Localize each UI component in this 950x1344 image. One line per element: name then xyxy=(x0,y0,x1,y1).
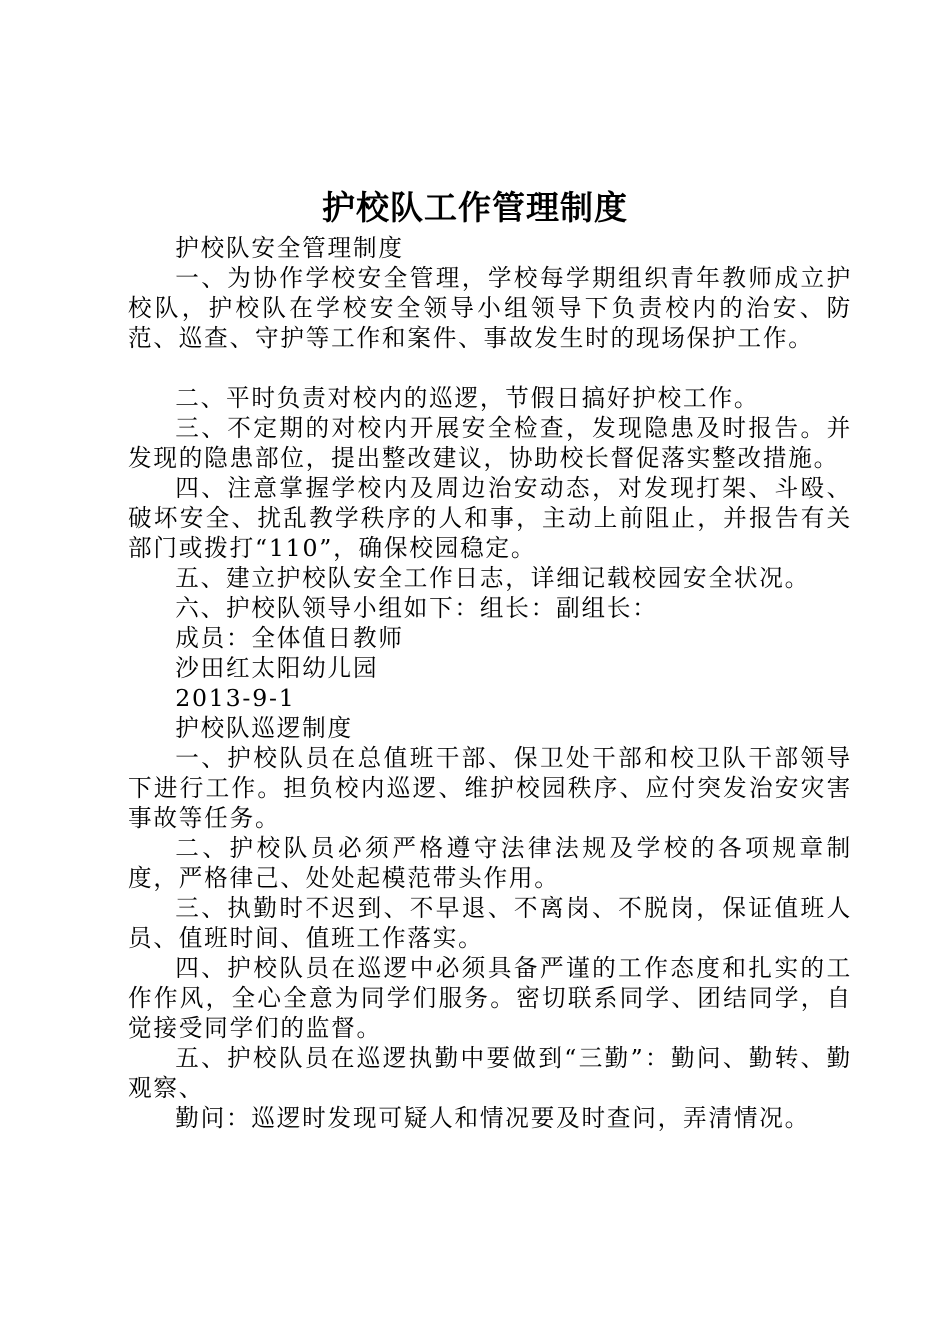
paragraph-patrol-4: 四、护校队员在巡逻中必须具备严谨的工作态度和扎实的工作作风，全心全意为同学们服务。密切联系同学、团结同学，自觉接受同学们的监督。 xyxy=(128,954,852,1042)
paragraph-safety-5: 五、建立护校队安全工作日志，详细记载校园安全状况。 xyxy=(175,564,811,592)
paragraph-patrol-5: 五、护校队员在巡逻执勤中要做到“三勤”：勤问、勤转、勤观察、 xyxy=(128,1044,852,1102)
blank-line xyxy=(128,353,852,383)
paragraph-patrol-1: 一、护校队员在总值班干部、保卫处干部和校卫队干部领导下进行工作。担负校内巡逻、维护校园秩序、应付突发治安灾害事故等任务。 xyxy=(128,744,852,832)
paragraph-safety-3: 三、不定期的对校内开展安全检查，发现隐患及时报告。并发现的隐患部位，提出整改建议，协助校长督促落实整改措施。 xyxy=(128,414,852,472)
members-line: 成员：全体值日教师 xyxy=(175,624,404,652)
paragraph-safety-6: 六、护校队领导小组如下：组长：副组长： xyxy=(175,594,658,622)
paragraph-safety-2: 二、平时负责对校内的巡逻，节假日搞好护校工作。 xyxy=(175,384,760,412)
paragraph-safety-4: 四、注意掌握学校内及周边治安动态，对发现打架、斗殴、破坏安全、扰乱教学秩序的人和事，主动上前阻止，并报告有关部门或拨打“110”，确保校园稳定。 xyxy=(128,474,852,562)
section-heading-safety: 护校队安全管理制度 xyxy=(175,234,404,262)
document-title: 护校队工作管理制度 xyxy=(322,188,628,227)
document-date: 2013-9-1 xyxy=(175,684,296,712)
section-heading-patrol: 护校队巡逻制度 xyxy=(175,714,353,742)
paragraph-patrol-2: 二、护校队员必须严格遵守法律法规及学校的各项规章制度，严格律己、处处起模范带头作用。 xyxy=(128,834,852,892)
organization-name: 沙田红太阳幼儿园 xyxy=(175,654,379,682)
paragraph-safety-1: 一、为协作学校安全管理，学校每学期组织青年教师成立护校队，护校队在学校安全领导小组领导下负责校内的治安、防范、巡查、守护等工作和案件、事故发生时的现场保护工作。 xyxy=(128,264,852,352)
document-body xyxy=(128,233,852,1133)
paragraph-patrol-6: 勤问：巡逻时发现可疑人和情况要及时查问，弄清情况。 xyxy=(175,1104,811,1132)
paragraph-patrol-3: 三、执勤时不迟到、不早退、不离岗、不脱岗，保证值班人员、值班时间、值班工作落实。 xyxy=(128,894,852,952)
